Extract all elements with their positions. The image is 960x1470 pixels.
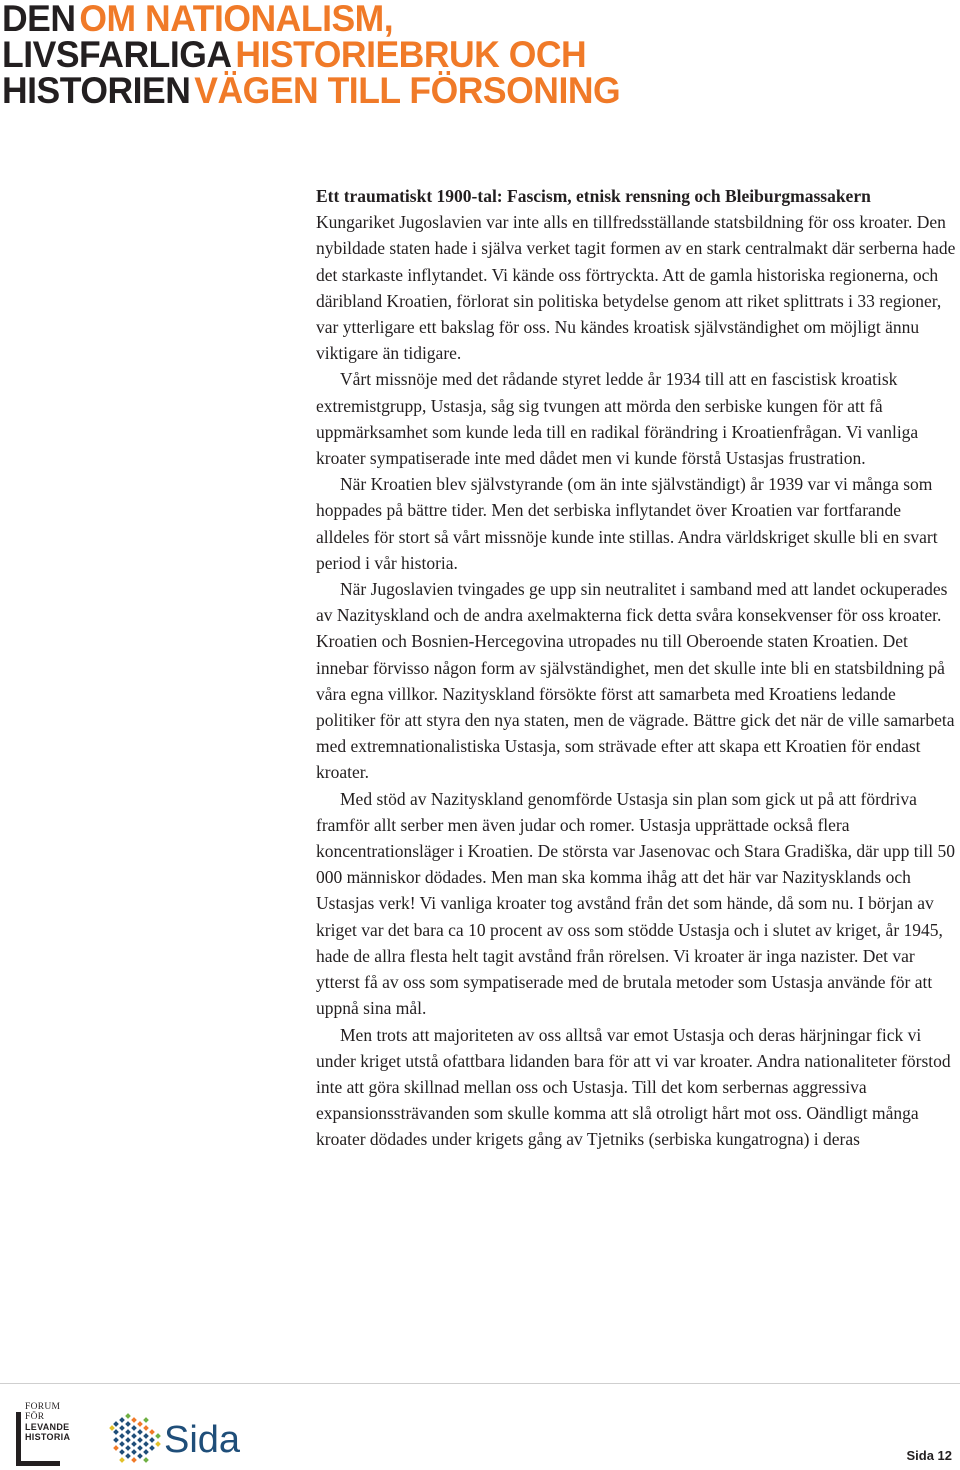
- flh-bracket-horizontal: [16, 1461, 60, 1466]
- paragraph-5: Med stöd av Nazityskland genomförde Ustasja sin plan som gick ut på att fördriva framför allt serber men även judar och romer. Ustasja upprättade också flera koncentrationsläger i Kroatien. De största var Jasenovac och Stara Gradiška, där upp till 50 000 människor dödades. Men man ska komma ihåg att det här var Nazitysklands och Ustasjas verk! Vi vanliga kroater tog avstånd från det som hände, då som nu. I början av kriget var det bara ca 10 procent av oss som stödde Ustasja och i slutet av kriget, år 1945, hade de allra flesta helt tagit avstånd från rörelsen. Vi kroater är inga nazister. Det var ytterst få av oss som sympatiserade med de brutala metoder som Ustasja använde för att uppnå sina mål.: [316, 788, 956, 1019]
- page-header: [0, 0, 960, 110]
- page-number: Sida 12: [906, 1448, 952, 1463]
- paragraph-4: När Jugoslavien tvingades ge upp sin neutralitet i samband med att landet ockuperades av Nazityskland och de andra axelmakterna fick detta svåra konsekvenser för oss kroater. Kroatien och Bosnien-Hercegovina utropades nu till Oberoende staten Kroatien. Det innebar förvisso någon form av självständighet, men det skulle inte bli en statsbildning på våra egna villkor. Nazityskland försökte först att samarbeta med Kroatiens ledande politiker för att styra den nya staten, men de vägrade. Bättre gick det när de ville samarbeta med extremnationalistiska Ustasja, som strävade efter att skapa ett Kroatien för endast kroater.: [316, 579, 955, 783]
- paragraph-6: Men trots att majoriteten av oss alltså var emot Ustasja och deras härjningar fick vi under kriget utstå ofattbara lidanden bara för att vi var kroater. Andra nationaliteter förstod inte att göra skillnad mellan oss och Ustasja. Till det kom serbernas aggressiva expansionssträvanden som skulle komma att slå otroligt hårt mot oss. Oändligt många kroater dödades under krigets gång av Tjetniks (serbiska kungatrogna) i deras: [316, 1024, 951, 1150]
- footer-divider: [0, 1383, 960, 1384]
- header-line-2: [2, 36, 586, 73]
- flh-line-4: HISTORIA: [25, 1432, 71, 1442]
- header-line-1-black: DEN: [2, 0, 76, 39]
- flh-logo-text: [25, 1402, 70, 1442]
- flh-bracket-vertical: [16, 1412, 21, 1466]
- forum-for-levande-historia-logo: [16, 1402, 76, 1466]
- header-line-1: [2, 0, 393, 37]
- header-line-3-orange: VÄGEN TILL FÖRSONING: [194, 70, 621, 111]
- section-title: Ett traumatiskt 1900-tal: Fascism, etnisk rensning och Bleiburgmassakern: [316, 186, 871, 206]
- paragraph-2: Vårt missnöje med det rådande styret ledde år 1934 till att en fascistisk kroatisk extremistgrupp, Ustasja, såg sig tvungen att mörda den serbiske kungen för att få uppmärksamhet som kunde leda till en radikal förändring i Kroatienfrågan. Vi vanliga kroater sympatiserade inte med dådet men vi kunde förstå Ustasjas frustration.: [316, 369, 919, 469]
- header-line-2-orange: HISTORIEBRUK OCH: [235, 34, 587, 75]
- header-line-2-black: LIVSFARLIGA: [2, 34, 232, 75]
- header-line-1-orange: OM NATIONALISM,: [79, 0, 394, 39]
- sida-logo: [108, 1412, 248, 1468]
- sida-starburst-icon: [108, 1412, 164, 1468]
- paragraph-3: När Kroatien blev självstyrande (om än inte självständigt) år 1939 var vi många som hoppades på bättre tider. Men det serbiska inflytandet över Kroatien var fortfarande alldeles för stort så vårt missnöje kunde inte stillas. Andra världskriget skulle bli en svart period i vår historia.: [316, 474, 938, 573]
- article-body: [316, 183, 956, 1153]
- header-line-3-black: HISTORIEN: [2, 70, 191, 111]
- flh-line-3: LEVANDE: [25, 1422, 70, 1432]
- flh-line-2: FÖR: [25, 1412, 45, 1422]
- flh-line-1: FORUM: [25, 1402, 61, 1412]
- paragraph-1: Kungariket Jugoslavien var inte alls en tillfredsställande statsbildning för oss kroater. Den nybildade staten hade i själva verket tagit formen av en stark centralmakt där serberna hade det starkaste inflytandet. Vi kände oss förtryckta. Att de gamla historiska regionerna, och däribland Kroatien, förlorat sin politiska betydelse genom att riket splittrats i 33 regioner, var ytterligare ett bakslag för oss. Nu kändes kroatisk självständighet om möjligt ännu viktigare än tidigare.: [316, 212, 956, 364]
- header-line-3: [2, 72, 620, 109]
- sida-wordmark: Sida: [164, 1419, 241, 1461]
